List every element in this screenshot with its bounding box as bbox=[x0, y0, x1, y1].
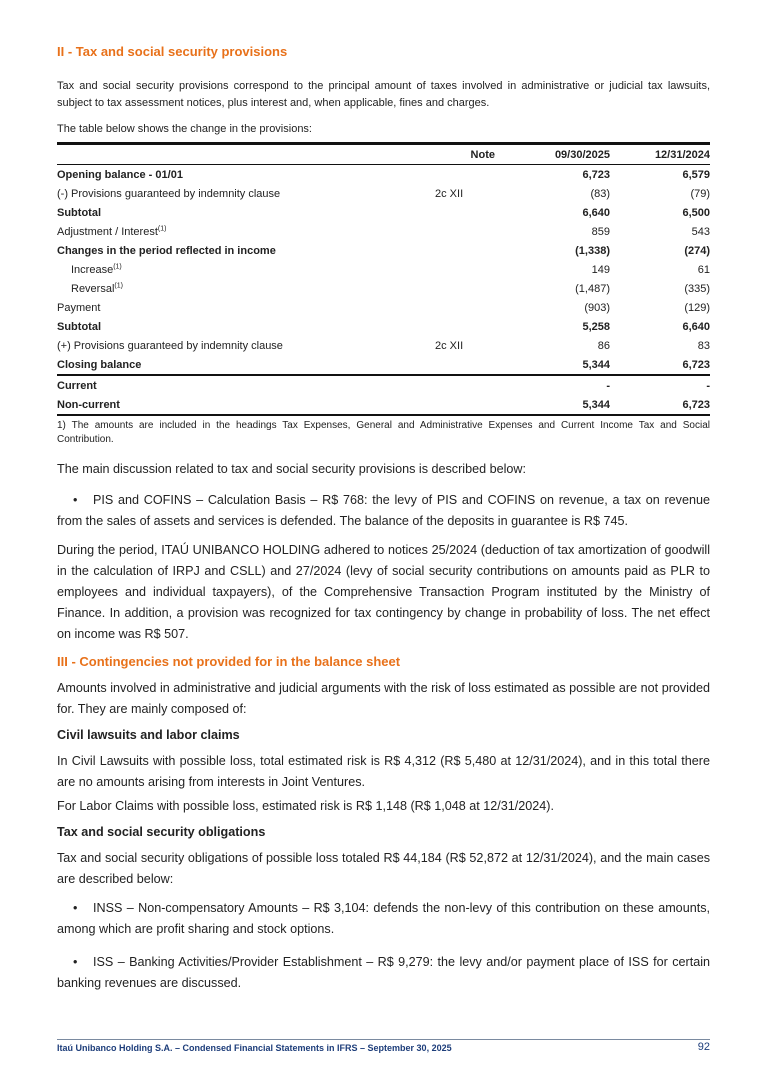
table-footnote: 1) The amounts are included in the headings Tax Expenses, General and Administrative Expenses and Current Income Tax and Social Contribution. bbox=[57, 420, 710, 445]
row-label bbox=[57, 241, 435, 260]
row-value-2024: 6,723 bbox=[682, 398, 710, 411]
row-note bbox=[435, 260, 513, 279]
section-title: III - Contingencies not provided for in the balance sheet bbox=[57, 654, 401, 669]
row-label bbox=[57, 260, 435, 279]
row-value-2025: (83) bbox=[590, 187, 610, 200]
table-row bbox=[57, 203, 710, 222]
row-value-2024: (274) bbox=[684, 244, 710, 257]
row-value-2024: (335) bbox=[684, 282, 710, 295]
row-label-text: Changes in the period reflected in income bbox=[57, 244, 276, 257]
row-label bbox=[57, 222, 435, 241]
row-note bbox=[435, 165, 513, 185]
table-row bbox=[57, 241, 710, 260]
table-row bbox=[57, 222, 710, 241]
tax-text: Tax and social security obligations of possible loss totaled R$ 44,184 (R$ 52,872 at 12/31/2024), and the main cases are described below: bbox=[57, 851, 710, 886]
row-note bbox=[435, 203, 513, 222]
provisions-table bbox=[57, 142, 710, 416]
table-row bbox=[57, 184, 710, 203]
bullet-iss bbox=[57, 952, 710, 994]
row-value-2024: 6,500 bbox=[682, 206, 710, 219]
section-intro: Tax and social security provisions correspond to the principal amount of taxes involved in administrative or judicial tax lawsuits, subject to tax assessment notices, plus interest and, when applicable, fines and charges. bbox=[57, 80, 710, 109]
row-label-text: Adjustment / Interest bbox=[57, 225, 158, 238]
row-label bbox=[57, 336, 435, 355]
row-value-2025: 86 bbox=[597, 339, 610, 352]
row-note bbox=[435, 355, 513, 375]
row-value-2024: 6,723 bbox=[682, 358, 710, 371]
row-label bbox=[57, 395, 435, 415]
table-row bbox=[57, 317, 710, 336]
page-content bbox=[57, 43, 710, 994]
row-label bbox=[57, 375, 435, 395]
table-row bbox=[57, 375, 710, 395]
header-label bbox=[57, 144, 435, 165]
header-col1: 09/30/2025 bbox=[554, 148, 610, 161]
row-value-2024: - bbox=[706, 379, 710, 392]
row-label bbox=[57, 355, 435, 375]
subheading-tax: Tax and social security obligations bbox=[57, 825, 266, 839]
row-value-2025: (1,487) bbox=[575, 282, 610, 295]
row-value-2025: 6,723 bbox=[582, 168, 610, 181]
civil-text: In Civil Lawsuits with possible loss, total estimated risk is R$ 4,312 (R$ 5,480 at 12/31/2024), and in this total there are no amounts arising from interests in Joint Ventures. bbox=[57, 754, 710, 789]
adherence-paragraph: During the period, ITAÚ UNIBANCO HOLDING adhered to notices 25/2024 (deduction of tax amortization of goodwill in the calculation of IRPJ and CSLL) and 27/2024 (levy of social security contributions on amounts paid as PLR to employees and individual taxpayers), of the Comprehensive Transaction Program instituted by the Ministry of Finance. In addition, a provision was recognized for tax contingency by change in probability of loss. The net effect on income was R$ 507. bbox=[57, 543, 710, 641]
row-label-text: Reversal bbox=[71, 282, 115, 295]
bullet-text: INSS – Non-compensatory Amounts – R$ 3,104: defends the non-levy of this contribution on these amounts, among which are profit sharing and stock options. bbox=[57, 901, 710, 936]
row-value-2025: 149 bbox=[591, 263, 610, 276]
table-row bbox=[57, 395, 710, 415]
row-note: 2c XII bbox=[435, 339, 464, 352]
row-value-2024: 6,640 bbox=[682, 320, 710, 333]
labor-text: For Labor Claims with possible loss, estimated risk is R$ 1,148 (R$ 1,048 at 12/31/2024). bbox=[57, 799, 554, 813]
row-label bbox=[57, 203, 435, 222]
footnote-ref: (1) bbox=[114, 281, 123, 289]
section-title: II - Tax and social security provisions bbox=[57, 44, 288, 59]
row-value-2025: (903) bbox=[584, 301, 610, 314]
bullet-icon: • bbox=[73, 901, 78, 915]
bullet-icon: • bbox=[73, 493, 78, 507]
section-intro: Amounts involved in administrative and judicial arguments with the risk of loss estimated as possible are not provided for. They are mainly composed of: bbox=[57, 681, 710, 716]
row-label-text: (+) Provisions guaranteed by indemnity clause bbox=[57, 339, 283, 352]
row-value-2024: 83 bbox=[697, 339, 710, 352]
table-row bbox=[57, 336, 710, 355]
row-label-text: Payment bbox=[57, 301, 101, 314]
bullet-pis-cofins bbox=[57, 490, 710, 532]
row-value-2024: 543 bbox=[691, 225, 710, 238]
row-label bbox=[57, 279, 435, 298]
table-row bbox=[57, 355, 710, 375]
bullet-icon: • bbox=[73, 955, 78, 969]
row-value-2025: (1,338) bbox=[575, 244, 610, 257]
row-value-2024: 61 bbox=[697, 263, 710, 276]
row-label-text: Current bbox=[57, 379, 97, 392]
row-value-2025: 859 bbox=[591, 225, 610, 238]
footer-text: Itaú Unibanco Holding S.A. – Condensed Financial Statements in IFRS – September 30, 2025 bbox=[57, 1043, 452, 1053]
table-intro: The table below shows the change in the provisions: bbox=[57, 123, 312, 135]
header-note: Note bbox=[470, 148, 495, 161]
row-note bbox=[435, 395, 513, 415]
page-number: 92 bbox=[697, 1041, 710, 1053]
row-value-2025: 5,258 bbox=[582, 320, 610, 333]
row-label-text: Subtotal bbox=[57, 320, 101, 333]
row-label-text: (-) Provisions guaranteed by indemnity clause bbox=[57, 187, 281, 200]
row-note bbox=[435, 222, 513, 241]
row-label-text: Closing balance bbox=[57, 358, 142, 371]
table-row bbox=[57, 165, 710, 185]
row-note bbox=[435, 317, 513, 336]
table-row bbox=[57, 298, 710, 317]
row-label bbox=[57, 317, 435, 336]
footnote-ref: (1) bbox=[113, 262, 122, 270]
table-row bbox=[57, 279, 710, 298]
row-value-2024: (79) bbox=[690, 187, 710, 200]
bullet-text: ISS – Banking Activities/Provider Establishment – R$ 9,279: the levy and/or payment place of ISS for certain banking revenues are discussed. bbox=[57, 955, 710, 990]
row-label bbox=[57, 165, 435, 185]
bullet-inss bbox=[57, 898, 710, 940]
row-label-text: Opening balance - 01/01 bbox=[57, 168, 183, 181]
bullet-text: PIS and COFINS – Calculation Basis – R$ 768: the levy of PIS and COFINS on revenue, a tax on revenue from the sales of assets and services is defended. The balance of the deposits in guarantee is R$ 745. bbox=[57, 493, 710, 528]
row-note bbox=[435, 375, 513, 395]
subheading-civil: Civil lawsuits and labor claims bbox=[57, 728, 240, 742]
row-label bbox=[57, 184, 435, 203]
row-value-2025: 6,640 bbox=[582, 206, 610, 219]
table-row bbox=[57, 260, 710, 279]
row-value-2024: 6,579 bbox=[682, 168, 710, 181]
row-label-text: Non-current bbox=[57, 398, 120, 411]
row-value-2025: 5,344 bbox=[582, 358, 610, 371]
row-label-text: Subtotal bbox=[57, 206, 101, 219]
footnote-ref: (1) bbox=[157, 224, 167, 232]
header-col2: 12/31/2024 bbox=[654, 148, 710, 161]
row-value-2025: 5,344 bbox=[582, 398, 610, 411]
row-note bbox=[435, 279, 513, 298]
row-note bbox=[435, 241, 513, 260]
discussion-intro: The main discussion related to tax and social security provisions is described below: bbox=[57, 462, 526, 476]
row-note bbox=[435, 298, 513, 317]
row-note: 2c XII bbox=[435, 187, 464, 200]
row-label-text: Increase bbox=[71, 263, 114, 276]
row-label bbox=[57, 298, 435, 317]
footer-divider bbox=[57, 1039, 710, 1040]
row-value-2025: - bbox=[606, 379, 610, 392]
row-value-2024: (129) bbox=[684, 301, 710, 314]
